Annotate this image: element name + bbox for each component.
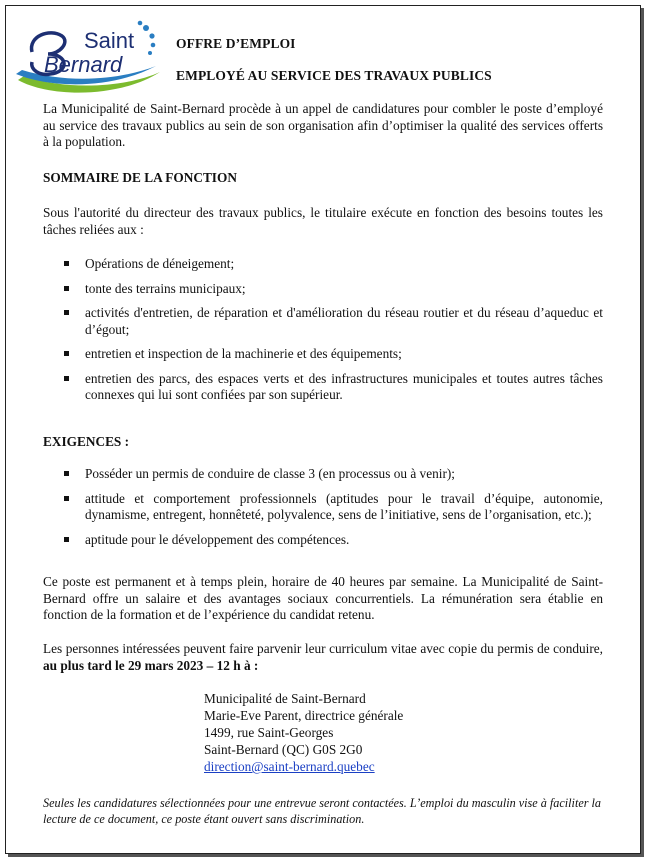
sommaire-lead: Sous l'autorité du directeur des travaux publics, le titulaire exécute en fonction des besoins toutes les tâches reliées aux :: [43, 205, 603, 237]
list-item: tonte des terrains municipaux;: [43, 281, 603, 298]
task-list: [43, 256, 603, 404]
bullet-square: [64, 537, 69, 542]
list-item: attitude et comportement professionnels (aptitudes pour le travail d’équipe, autonomie, dynamisme, entregent, honnêteté, polyvalence, sens de l’initiative, sens de l’organisation, etc.);: [43, 491, 603, 524]
list-item: activités d'entretien, de réparation et d'amélioration du réseau routier et du réseau d’aqueduc et d’égout;: [43, 305, 603, 338]
application-deadline: au plus tard le 29 mars 2023 – 12 h à :: [43, 657, 259, 673]
application-paragraph: [43, 641, 603, 674]
sommaire-heading: SOMMAIRE DE LA FONCTION: [43, 170, 237, 185]
requirements-list: [43, 466, 603, 548]
posting-title: OFFRE D’EMPLOI: [176, 36, 296, 51]
bullet-square: [64, 351, 69, 356]
mailing-address: [204, 690, 403, 775]
logo-text-saint: Saint: [84, 28, 135, 53]
conditions-paragraph: Ce poste est permanent et à temps plein, horaire de 40 heures par semaine. La Municipalité de Saint-Bernard offre un salaire et des avantages sociaux concurrentiels. La rémunération sera établie en fonction de la formation et de l’expérience du candidat retenu.: [43, 574, 603, 622]
address-line-contact: Marie-Eve Parent, directrice générale: [204, 708, 404, 723]
address-line-street: 1499, rue Saint-Georges: [204, 725, 334, 740]
bullet-square: [64, 471, 69, 476]
application-text: Les personnes intéressées peuvent faire parvenir leur curriculum vitae avec copie du permis de conduire,: [43, 641, 603, 656]
list-item: entretien des parcs, des espaces verts et des infrastructures municipales et toutes autres tâches connexes qui lui sont confiées par son supérieur.: [43, 371, 603, 404]
address-line-org: Municipalité de Saint-Bernard: [204, 691, 366, 706]
footer-note: Seules les candidatures sélectionnées pour une entrevue seront contactées. L’emploi du masculin vise à faciliter la lecture de ce document, ce poste étant ouvert sans discrimination.: [43, 796, 602, 826]
list-item: aptitude pour le développement des compétences.: [43, 532, 603, 549]
list-item: Posséder un permis de conduire de classe 3 (en processus ou à venir);: [43, 466, 603, 483]
posting-subtitle: EMPLOYÉ AU SERVICE DES TRAVAUX PUBLICS: [176, 68, 492, 83]
intro-paragraph: La Municipalité de Saint-Bernard procède à un appel de candidatures pour combler le poste d’employé au service des travaux publics au sein de son organisation afin d’optimiser la qualité des services offerts à la population.: [43, 101, 603, 149]
email-link[interactable]: direction@saint-bernard.quebec: [204, 759, 375, 774]
list-item: entretien et inspection de la machinerie et des équipements;: [43, 346, 603, 363]
list-item: Opérations de déneigement;: [43, 256, 603, 273]
bullet-square: [64, 376, 69, 381]
saint-bernard-logo: [10, 14, 162, 96]
address-line-city: Saint-Bernard (QC) G0S 2G0: [204, 742, 363, 757]
logo-graphic: [10, 14, 162, 96]
logo-text-bernard: Bernard: [44, 52, 123, 77]
exigences-heading: EXIGENCES :: [43, 434, 130, 449]
bullet-square: [64, 496, 69, 501]
bullet-square: [64, 261, 69, 266]
bullet-square: [64, 286, 69, 291]
bullet-square: [64, 310, 69, 315]
